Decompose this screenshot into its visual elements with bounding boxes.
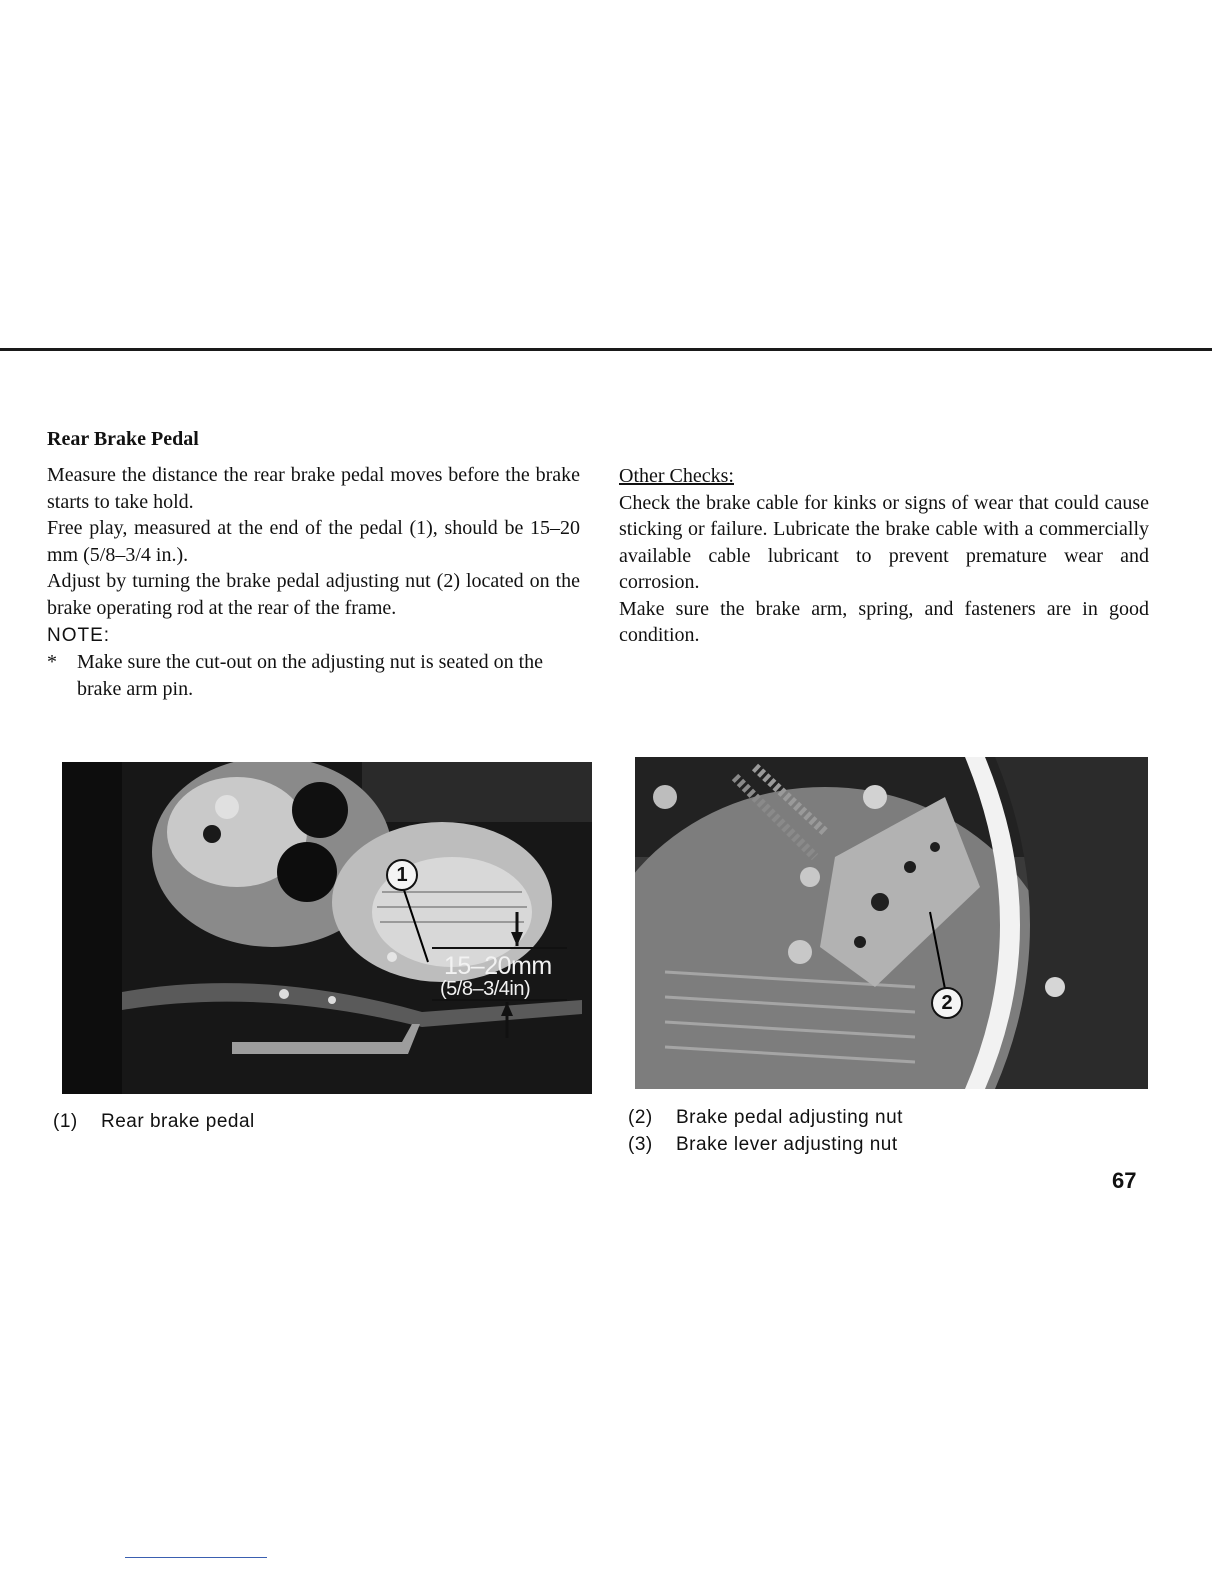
page-number: 67: [1112, 1168, 1137, 1193]
paragraph: Free play, measured at the end of the pedal (1), should be 15–20 mm (5/8–3/4 in.).: [47, 517, 580, 566]
header-rule: [0, 348, 1212, 351]
caption-right: [628, 1104, 903, 1158]
caption-number: (1): [53, 1111, 78, 1132]
caption-text: Brake pedal adjusting nut: [676, 1107, 903, 1128]
caption-number: (2): [628, 1107, 653, 1128]
paragraph: Measure the distance the rear brake pedal moves before the brake starts to take hold.: [47, 464, 580, 513]
paragraph: Make sure the brake arm, spring, and fasteners are in good condition.: [619, 597, 1149, 646]
note-label: NOTE:: [47, 625, 111, 646]
paragraph: Check the brake cable for kinks or signs of wear that could cause sticking or failure. Lubricate the brake cable with a commercially available cable lubricant to prevent premature wear and corrosion.: [619, 491, 1149, 593]
callout-1: 1: [396, 864, 408, 886]
caption-number: (3): [628, 1134, 653, 1155]
right-column: [619, 463, 1149, 649]
footer-rule: [125, 1557, 267, 1558]
measurement-mm: 15–20mm: [444, 952, 552, 980]
callout-2: 2: [941, 992, 953, 1014]
caption-left: [53, 1108, 255, 1135]
caption-text: Brake lever adjusting nut: [676, 1134, 898, 1155]
left-column: [47, 425, 580, 702]
note-item: [47, 649, 580, 702]
brake-adjusting-nut-photo: [635, 757, 1148, 1089]
rear-brake-pedal-photo: [62, 762, 592, 1094]
paragraph: Adjust by turning the brake pedal adjusting nut (2) located on the brake operating rod at the rear of the frame.: [47, 570, 580, 619]
bullet-icon: *: [47, 651, 57, 673]
note-text: Make sure the cut-out on the adjusting nut is seated on the brake arm pin.: [77, 651, 544, 700]
other-checks-heading: Other Checks:: [619, 465, 734, 487]
measurement-in: (5/8–3/4in): [440, 978, 531, 1000]
section-title: Rear Brake Pedal: [47, 428, 199, 450]
caption-text: Rear brake pedal: [101, 1111, 255, 1132]
